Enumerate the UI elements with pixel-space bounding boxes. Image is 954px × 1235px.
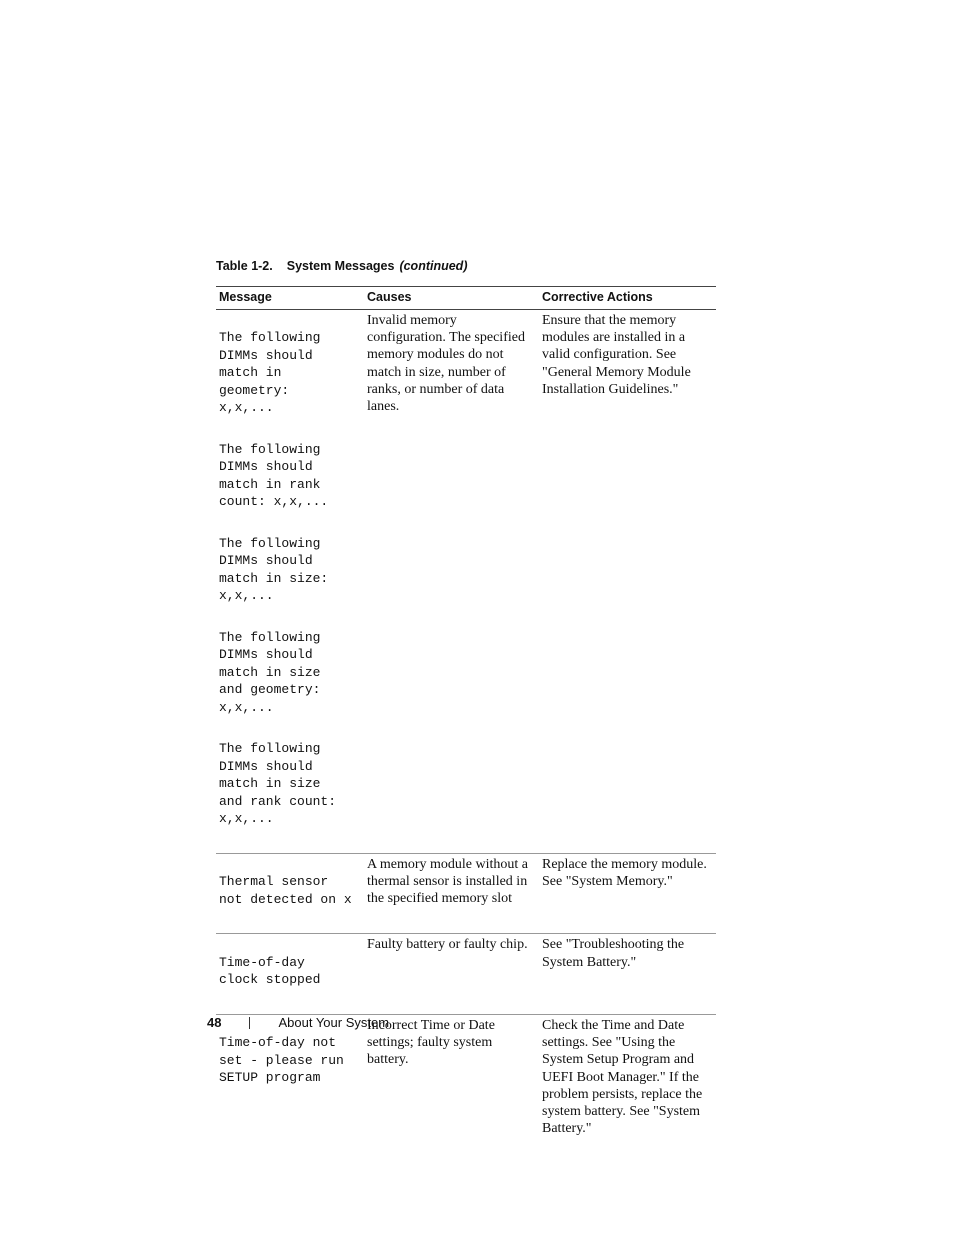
message-cell [216,934,364,1015]
table-caption [216,259,467,273]
message-text: Thermal sensor not detected on x [219,874,352,907]
table-title: System Messages [286,259,395,273]
action-cell: Check the Time and Date settings. See "Using the System Setup Program and UEFI Boot Manager." If the problem persists, replace the system battery. See "System Battery." [542,1018,703,1137]
message-cell [216,1015,364,1146]
message-text: Time-of-day not set - please run SETUP program [219,1035,344,1086]
page-number: 48 [207,1015,222,1030]
action-cell: Replace the memory module. See "System Memory." [542,856,707,889]
header-causes: Causes [367,290,412,304]
message-text: The following DIMMs should match in geometry: x,x,... [219,330,321,416]
cause-cell: Incorrect Time or Date settings; faulty system battery. [367,1018,495,1068]
table-row [216,934,716,1015]
header-message: Message [219,290,272,304]
message-cell [216,310,364,854]
cause-cell: A memory module without a thermal sensor is installed in the specified memory slot [367,856,528,907]
header-corrective-actions: Corrective Actions [542,290,653,304]
footer-divider [249,1017,250,1029]
page-footer [207,1015,389,1030]
table-continued-label: (continued) [399,259,468,273]
cause-cell: Invalid memory configuration. The specified memory modules do not match in size, number of ranks, or number of data lanes. [367,313,525,415]
table-row [216,310,716,854]
action-cell: Ensure that the memory modules are installed in a valid configuration. See "General Memory Module Installation Guidelines." [542,313,691,397]
message-text: The following DIMMs should match in size and rank count: x,x,... [219,741,337,826]
cause-cell: Faulty battery or faulty chip. [367,937,528,953]
message-text: The following DIMMs should match in size and geometry: x,x,... [219,629,321,715]
table-row [216,853,716,934]
message-text: Time-of-day clock stopped [219,954,321,988]
footer-section-title: About Your System [278,1015,390,1030]
message-text: The following DIMMs should match in rank count: x,x,... [219,441,329,510]
message-cell [216,853,364,934]
table-number: Table 1-2. [216,259,273,273]
table-row [216,1015,716,1146]
action-cell: See "Troubleshooting the System Battery." [542,937,685,970]
table-header-row [216,287,716,310]
message-text: The following DIMMs should match in size: x,x,... [219,535,329,604]
